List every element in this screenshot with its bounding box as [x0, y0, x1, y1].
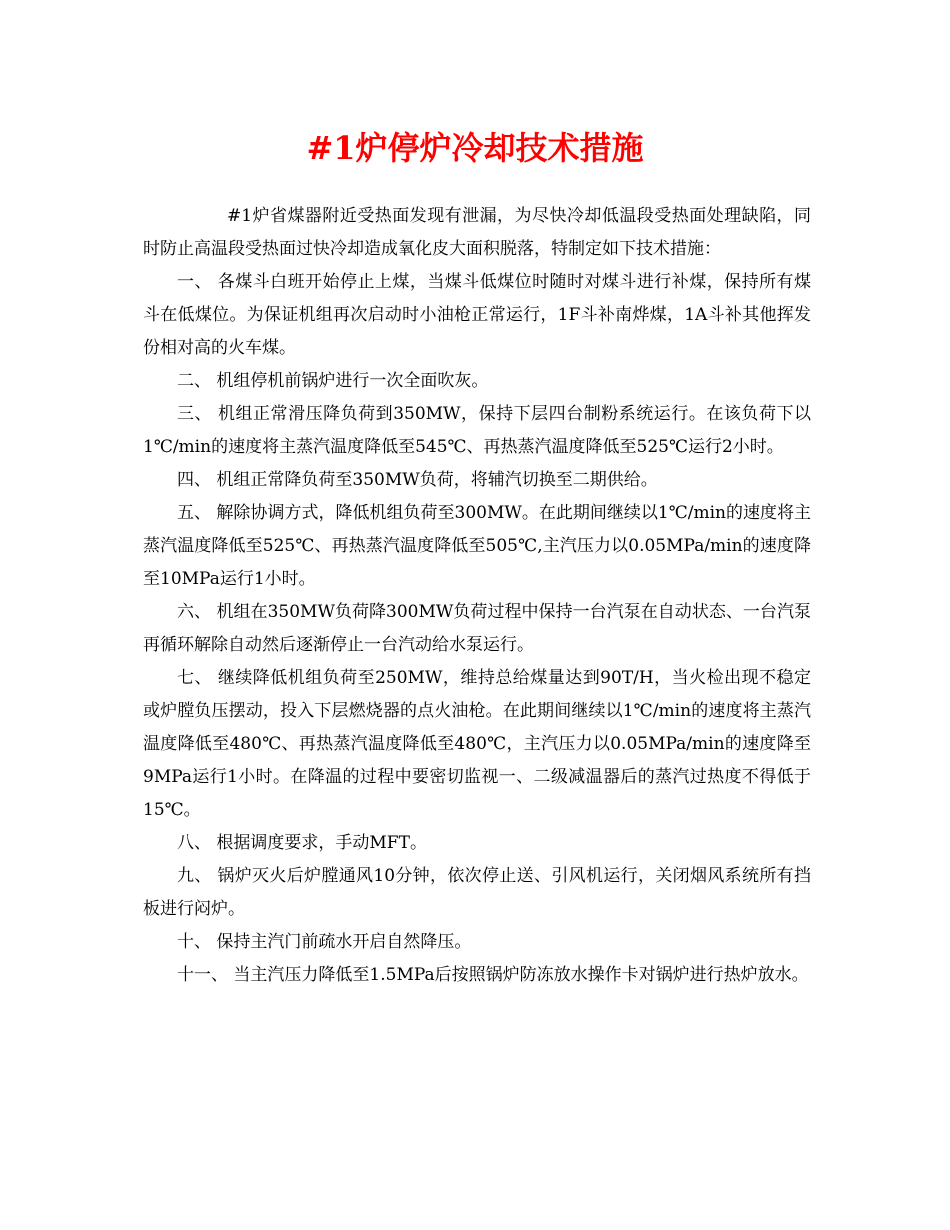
- measure-item-1: 一、 各煤斗白班开始停止上煤，当煤斗低煤位时随时对煤斗进行补煤，保持所有煤斗在低煤位。为保证机组再次启动时小油枪正常运行，1F斗补南烨煤，1A斗补其他挥发份相对高的火车煤。: [143, 272, 811, 358]
- measure-item-5: 五、 解除协调方式，降低机组负荷至300MW。在此期间继续以1℃/min的速度将主蒸汽温度降低至525℃、再热蒸汽温度降低至505℃,主汽压力以0.05MPa/min的速度降至10MPa运行1小时。: [143, 503, 811, 589]
- measure-item-11: 十一、 当主汽压力降低至1.5MPa后按照锅炉防冻放水操作卡对锅炉进行热炉放水。: [177, 965, 809, 985]
- intro-paragraph: #1炉省煤器附近受热面发现有泄漏，为尽快冷却低温段受热面处理缺陷，同时防止高温段受热面过快冷却造成氧化皮大面积脱落，特制定如下技术措施：: [143, 206, 811, 259]
- measure-item-8: 八、 根据调度要求，手动MFT。: [177, 833, 427, 853]
- measure-item-4: 四、 机组正常降负荷至350MW负荷，将辅汽切换至二期供给。: [177, 470, 658, 490]
- measure-item-6: 六、 机组在350MW负荷降300MW负荷过程中保持一台汽泵在自动状态、一台汽泵再循环解除自动然后逐渐停止一台汽动给水泵运行。: [143, 602, 811, 655]
- measure-item-2: 二、 机组停机前锅炉进行一次全面吹灰。: [177, 371, 489, 391]
- measure-item-7: 七、 继续降低机组负荷至250MW，维持总给煤量达到90T/H，当火检出现不稳定或炉膛负压摆动，投入下层燃烧器的点火油枪。在此期间继续以1℃/min的速度将主蒸汽温度降低至480℃、再热蒸汽温度降低至480℃，主汽压力以0.05MPa/min的速度降至9MPa运行1小时。在降温的过程中要密切监视一、二级减温器后的蒸汽过热度不得低于15℃。: [143, 668, 811, 820]
- document-body: [143, 200, 811, 992]
- measure-item-9: 九、 锅炉灭火后炉膛通风10分钟，依次停止送、引风机运行，关闭烟风系统所有挡板进行闷炉。: [143, 866, 811, 919]
- page-title: #1炉停炉冷却技术措施: [306, 129, 644, 167]
- measure-item-3: 三、 机组正常滑压降负荷到350MW，保持下层四台制粉系统运行。在该负荷下以1℃/min的速度将主蒸汽温度降低至545℃、再热蒸汽温度降低至525℃运行2小时。: [143, 404, 811, 457]
- measure-item-10: 十、 保持主汽门前疏水开启自然降压。: [177, 932, 472, 952]
